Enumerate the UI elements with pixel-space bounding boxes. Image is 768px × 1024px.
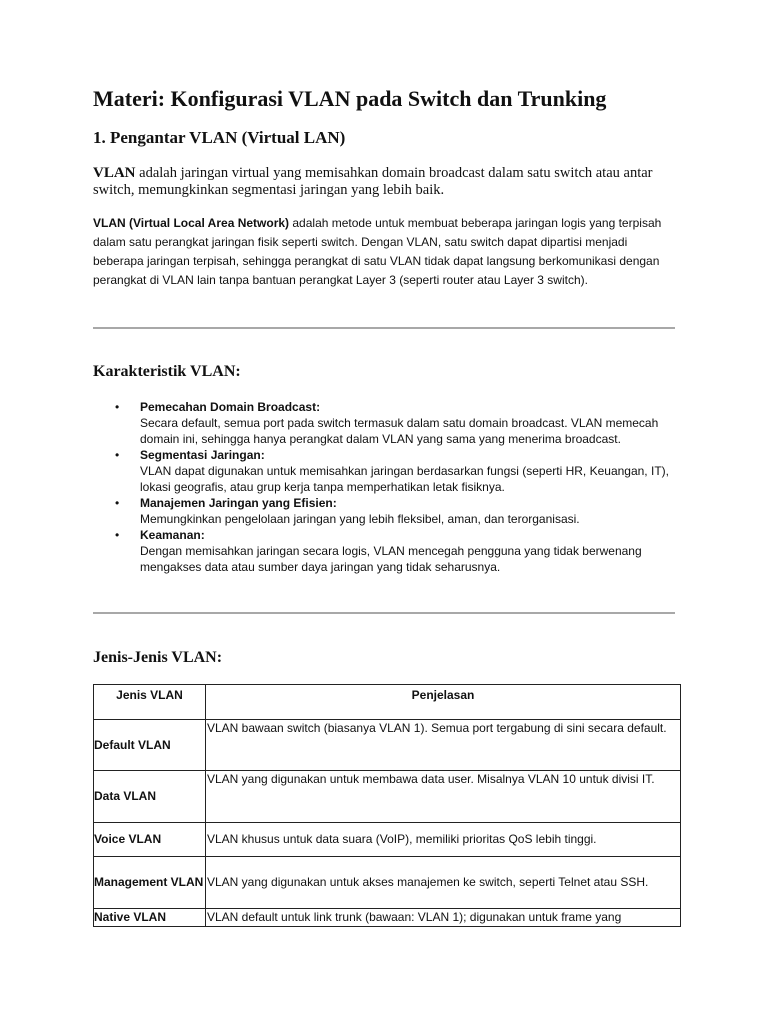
vlan-types-table [93, 684, 681, 927]
vlan-types-heading: Jenis-Jenis VLAN: [93, 649, 223, 666]
list-item [93, 495, 681, 527]
column-header-type: Jenis VLAN [94, 685, 206, 720]
characteristics-heading: Karakteristik VLAN: [93, 363, 241, 380]
bullet-icon: • [115, 528, 120, 542]
bullet-icon: • [115, 496, 120, 510]
vlan-type-description: VLAN default untuk link trunk (bawaan: VLAN 1); digunakan untuk frame yang [206, 909, 681, 927]
vlan-type-name: Data VLAN [94, 771, 206, 823]
characteristics-list [93, 399, 681, 575]
vlan-type-name: Default VLAN [94, 720, 206, 771]
table-header-row [94, 685, 681, 720]
vlan-type-description: VLAN yang digunakan untuk membawa data user. Misalnya VLAN 10 untuk divisi IT. [206, 771, 681, 823]
bullet-icon: • [115, 448, 120, 462]
vlan-type-description: VLAN bawaan switch (biasanya VLAN 1). Semua port tergabung di sini secara default. [206, 720, 681, 771]
section-heading-intro: 1. Pengantar VLAN (Virtual LAN) [93, 128, 346, 147]
characteristic-title: Segmentasi Jaringan: [140, 448, 265, 462]
intro-definition-paragraph [93, 214, 677, 290]
table-row [94, 857, 681, 909]
definition-text: adalah metode untuk membuat beberapa jaringan logis yang terpisah dalam satu perangkat jaringan fisik seperti switch. Dengan VLAN, satu switch dapat dipartisi menjadi beberapa jaringan terpisah, sehingga perangkat di satu VLAN tidak dapat langsung berkomunikasi dengan perangkat di VLAN lain tanpa bantuan perangkat Layer 3 (seperti router atau Layer 3 switch). [93, 216, 662, 287]
list-item [93, 447, 681, 495]
characteristic-text: Dengan memisahkan jaringan secara logis, VLAN mencegah pengguna yang tidak berwenang mengakses data atau sumber daya jaringan yang tidak seharusnya. [140, 544, 642, 574]
lead-term: VLAN [93, 165, 136, 181]
column-header-description: Penjelasan [206, 685, 681, 720]
characteristic-title: Manajemen Jaringan yang Efisien: [140, 496, 337, 510]
characteristic-text: Memungkinkan pengelolaan jaringan yang lebih fleksibel, aman, dan terorganisasi. [140, 512, 580, 526]
characteristic-title: Keamanan: [140, 528, 205, 542]
vlan-type-name: Native VLAN [94, 909, 206, 927]
definition-term: VLAN (Virtual Local Area Network) [93, 216, 290, 230]
document-title: Materi: Konfigurasi VLAN pada Switch dan Trunking [93, 86, 607, 111]
horizontal-divider [93, 612, 675, 614]
horizontal-divider [93, 327, 675, 329]
characteristic-text: VLAN dapat digunakan untuk memisahkan jaringan berdasarkan fungsi (seperti HR, Keuangan, IT), lokasi geografis, atau grup kerja tanpa memperhatikan letak fisiknya. [140, 464, 669, 494]
vlan-type-name: Management VLAN [94, 857, 206, 909]
list-item [93, 527, 681, 575]
vlan-type-name: Voice VLAN [94, 823, 206, 857]
characteristic-text: Secara default, semua port pada switch termasuk dalam satu domain broadcast. VLAN memecah domain ini, sehingga hanya perangkat dalam VLAN yang sama yang menerima broadcast. [140, 416, 659, 446]
table-row [94, 823, 681, 857]
vlan-type-description: VLAN khusus untuk data suara (VoIP), memiliki prioritas QoS lebih tinggi. [206, 823, 681, 857]
vlan-type-description: VLAN yang digunakan untuk akses manajemen ke switch, seperti Telnet atau SSH. [206, 857, 681, 909]
characteristic-title: Pemecahan Domain Broadcast: [140, 400, 321, 414]
table-row [94, 720, 681, 771]
table-row [94, 771, 681, 823]
table-row [94, 909, 681, 927]
intro-lead-paragraph [93, 165, 681, 199]
lead-text: adalah jaringan virtual yang memisahkan domain broadcast dalam satu switch atau antar switch, memungkinkan segmentasi jaringan yang lebih baik. [93, 165, 653, 198]
bullet-icon: • [115, 400, 120, 414]
list-item [93, 399, 681, 447]
